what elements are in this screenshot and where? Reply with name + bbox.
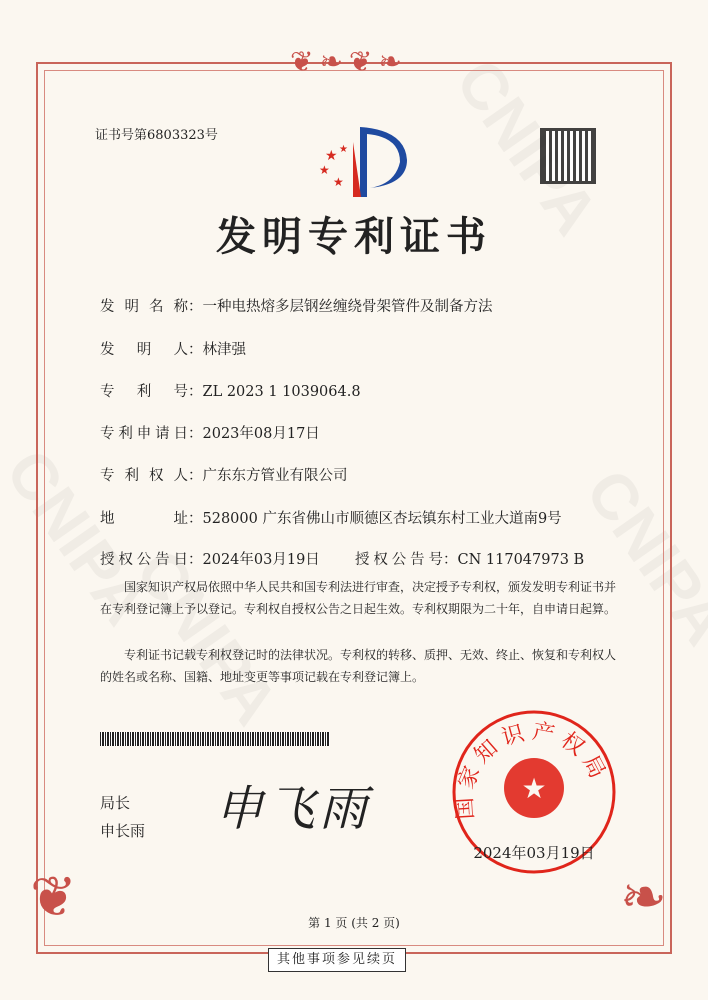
statement-paragraph: 专利证书记载专利权登记时的法律状况。专利权的转移、质押、无效、终止、恢复和专利权人的姓名或名称、国籍、地址变更等事项记载在专利登记簿上。 (100, 648, 617, 684)
field-application-date: 专利申请日：2023年08月17日 (100, 426, 320, 442)
svg-text:★: ★ (325, 148, 338, 164)
field-invention-name: 发明名称：一种电热熔多层钢丝缠绕骨架管件及制备方法 (100, 299, 493, 315)
statement-paragraph: 国家知识产权局依照中华人民共和国专利法进行审查，决定授予专利权，颁发发明专利证书并在专利登记簿上予以登记。专利权自授权公告之日起生效。专利权期限为二十年，自申请日起算。 (100, 580, 617, 616)
signatory-title: 局长 (100, 794, 131, 812)
corner-ornament: ❦ (30, 865, 77, 930)
field-address: 地址：528000 广东省佛山市顺德区杏坛镇东村工业大道南9号 (100, 511, 562, 527)
field-patent-number: 专利号：ZL 2023 1 1039064.8 (100, 384, 361, 400)
signature: 申飞雨 (215, 781, 372, 837)
field-grant-date: 授权公告日：2024年03月19日 (100, 552, 320, 568)
field-grant-number: 授权公告号：CN 117047973 B (355, 552, 585, 568)
svg-text:★: ★ (319, 163, 330, 177)
official-seal (450, 708, 618, 876)
svg-text:国家知识产权局: 国家知识产权局 (452, 719, 613, 821)
cnipa-logo-icon (315, 122, 410, 202)
barcode (100, 732, 330, 746)
field-patentee: 专利权人：广东东方管业有限公司 (100, 468, 348, 484)
svg-text:★: ★ (339, 144, 348, 155)
svg-text:★: ★ (333, 175, 344, 189)
signatory-name: 申长雨 (100, 822, 146, 840)
certificate-number: 证书号第6803323号 (95, 128, 218, 143)
page-indicator: 第 1 页 (共 2 页) (308, 916, 400, 930)
page-title: 发明专利证书 (216, 213, 492, 260)
qr-code (540, 128, 596, 184)
svg-text:2024年03月19日: 2024年03月19日 (473, 844, 595, 862)
corner-ornament: ❧ (620, 865, 667, 930)
top-ornament: ❦❧❦❧ (290, 45, 408, 78)
continued-note: 其他事项参见续页 (268, 948, 406, 972)
field-inventor: 发明人：林津强 (100, 342, 246, 358)
svg-text:★: ★ (521, 772, 547, 805)
